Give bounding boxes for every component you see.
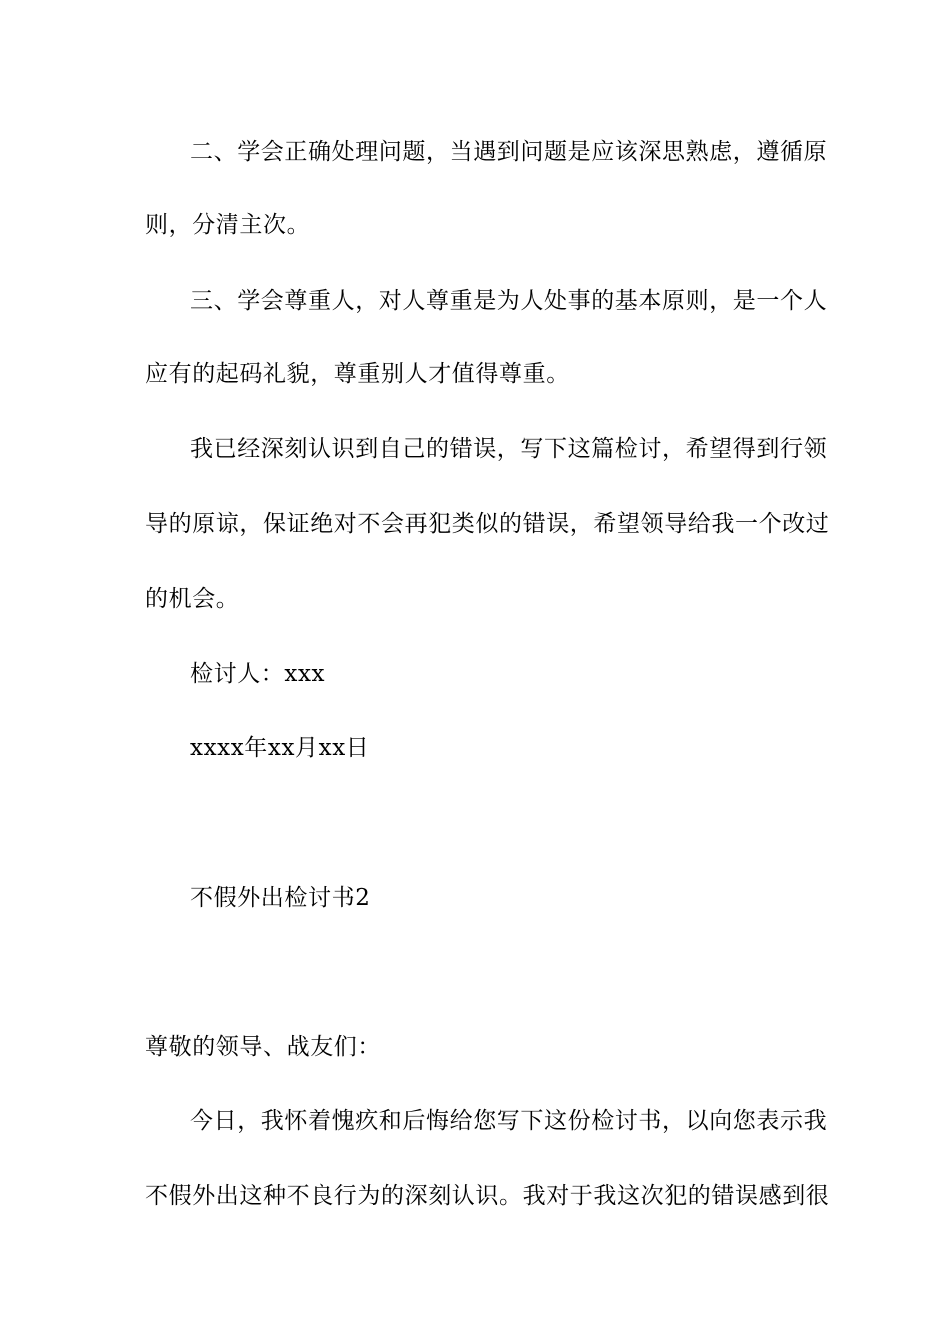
section-title: 不假外出检讨书2 (190, 885, 371, 911)
paragraph-line: 三、学会尊重人，对人尊重是为人处事的基本原则，是一个人 (190, 288, 828, 314)
paragraph-line: 则，分清主次。 (145, 212, 311, 238)
paragraph-line: 不假外出这种不良行为的深刻认识。我对于我这次犯的错误感到很 (145, 1183, 830, 1209)
signer-line: 检讨人：xxx (190, 661, 326, 687)
paragraph-line: 的机会。 (145, 586, 240, 612)
salutation: 尊敬的领导、战友们： (145, 1034, 381, 1060)
paragraph-line: 二、学会正确处理问题，当遇到问题是应该深思熟虑，遵循原 (190, 139, 828, 165)
paragraph-line: 我已经深刻认识到自己的错误，写下这篇检讨，希望得到行领 (190, 436, 828, 462)
date-line: xxxx年xx月xx日 (190, 735, 370, 761)
paragraph-line: 今日，我怀着愧疚和后悔给您写下这份检讨书，以向您表示我 (190, 1108, 828, 1134)
paragraph-line: 导的原谅，保证绝对不会再犯类似的错误，希望领导给我一个改过 (145, 511, 830, 537)
paragraph-line: 应有的起码礼貌，尊重别人才值得尊重。 (145, 361, 570, 387)
